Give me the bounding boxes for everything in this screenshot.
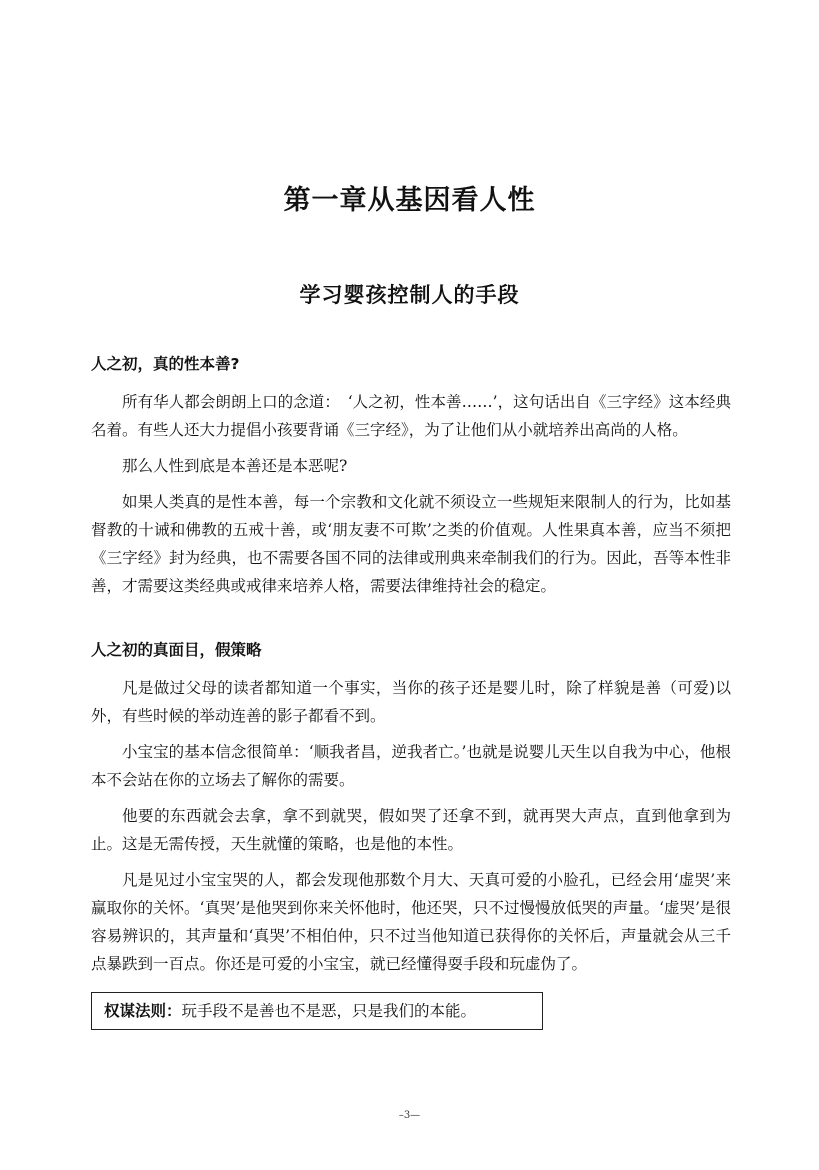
section-2 [91, 636, 731, 978]
paragraph: 所有华人都会朗朗上口的念道： ‘人之初，性本善……’，这句话出自《三字经》这本经典名着。有些人还大力提倡小孩要背诵《三字经》，为了让他们从小就培养出高尚的人格。 [91, 393, 731, 439]
body-content [91, 350, 731, 1030]
rule-label: 权谋法则： [104, 1002, 182, 1020]
page-number: –3— [398, 1110, 421, 1121]
chapter-title: 第一章从基因看人性 [283, 185, 536, 216]
paragraph: 他要的东西就会去拿，拿不到就哭，假如哭了还拿不到，就再哭大声点，直到他拿到为止。这是无需传授，天生就懂的策略，也是他的本性。 [91, 807, 731, 853]
paragraph: 小宝宝的基本信念很简单：‘顺我者昌，逆我者亡。’也就是说婴儿天生以自我为中心，他根本不会站在你的立场去了解你的需要。 [91, 743, 731, 789]
paragraph: 凡是见过小宝宝哭的人，都会发现他那数个月大、天真可爱的小脸孔，已经会用‘虚哭’来赢取你的关怀。‘真哭’是他哭到你来关怀他时，他还哭，只不过慢慢放低哭的声量。‘虚哭’是很容易辨识的，其声量和‘真哭’不相伯仲，只不过当他知道已获得你的关怀后，声量就会从三千点暴跌到一百点。你还是可爱的小宝宝，就已经懂得耍手段和玩虚伪了。 [91, 871, 731, 973]
section-1 [91, 350, 731, 600]
rule-text: 玩手段不是善也不是恶，只是我们的本能。 [181, 1002, 477, 1020]
section-1-heading: 人之初，真的性本善? [91, 355, 240, 373]
section-title: 学习婴孩控制人的手段 [299, 283, 520, 307]
paragraph: 那么人性到底是本善还是本恶呢? [122, 457, 348, 475]
paragraph: 如果人类真的是性本善，每一个宗教和文化就不须设立一些规矩来限制人的行为，比如基督教的十诫和佛教的五戒十善，或‘朋友妻不可欺’之类的价值观。人性果真本善，应当不须把《三字经》封为经典，也不需要各国不同的法律或刑典来牵制我们的行为。因此，吾等本性非善，才需要这类经典或戒律来培养人格，需要法律维持社会的稳定。 [91, 493, 731, 595]
rule-box [91, 992, 543, 1030]
section-2-heading: 人之初的真面目，假策略 [91, 641, 262, 659]
paragraph: 凡是做过父母的读者都知道一个事实，当你的孩子还是婴儿时，除了样貌是善（可爱)以外，有些时候的举动连善的影子都看不到。 [91, 679, 731, 725]
